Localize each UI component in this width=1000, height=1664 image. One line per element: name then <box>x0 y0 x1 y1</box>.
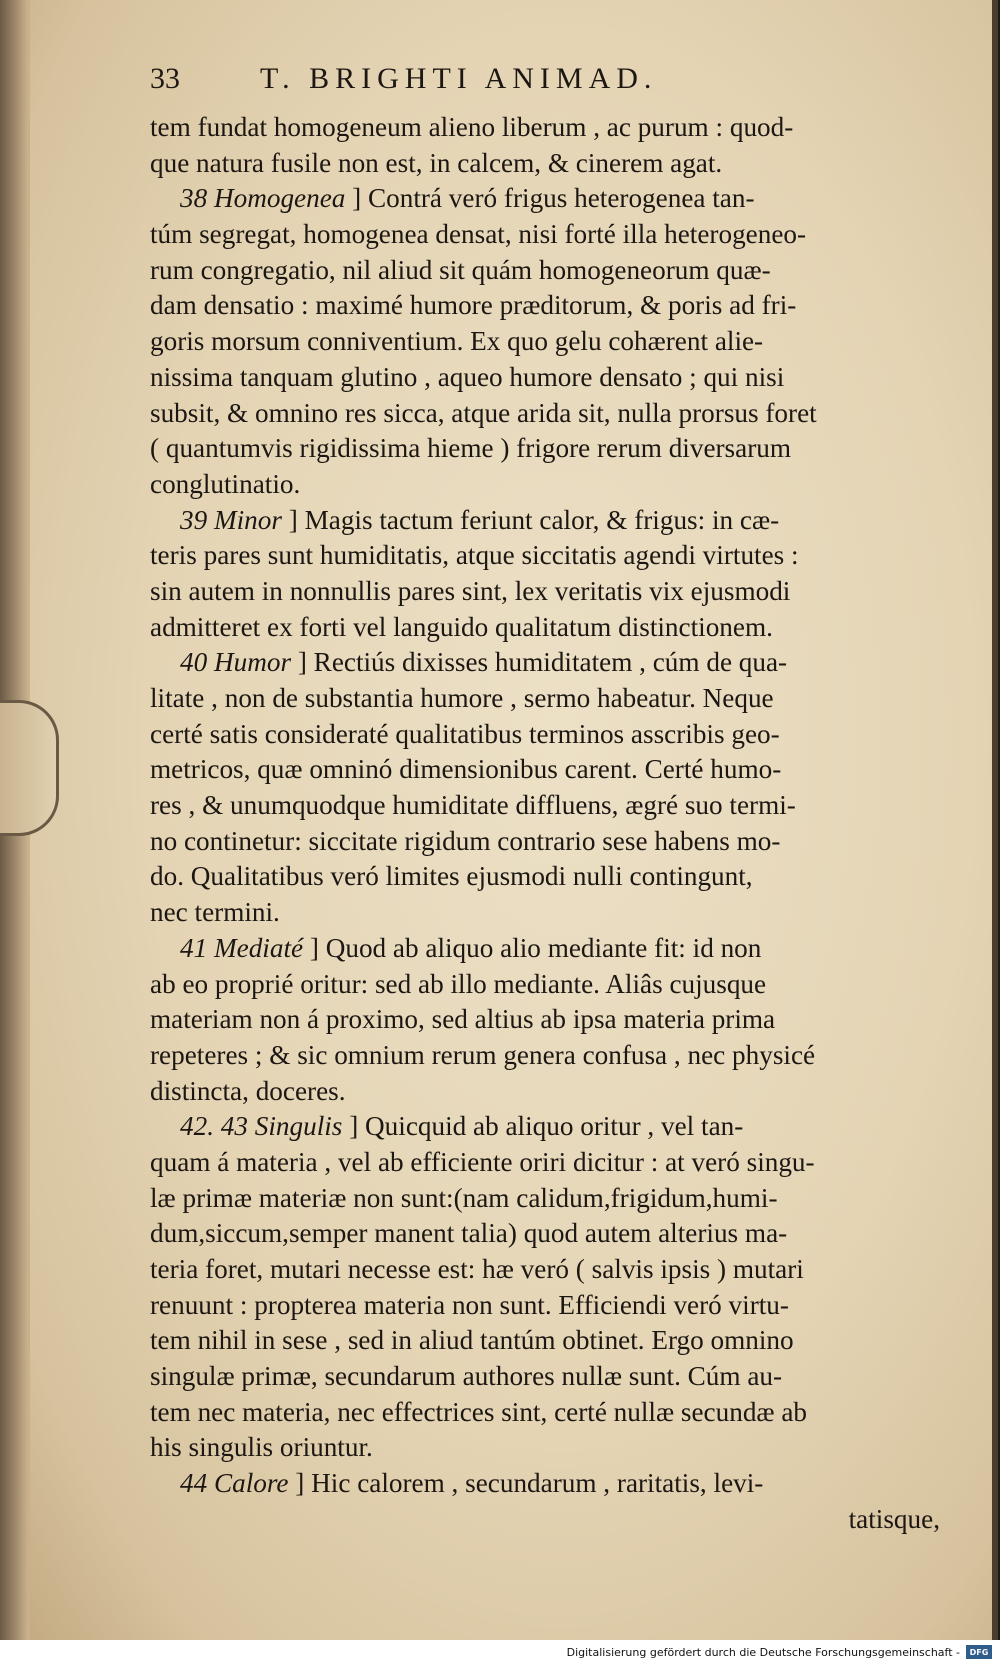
text-line <box>150 1216 960 1252</box>
text-line <box>150 859 960 895</box>
line-text: túm segregat, homogenea densat, nisi forté illa heterogeneo- <box>150 219 807 250</box>
line-text: admitteret ex forti vel languido qualitatum distinctionem. <box>150 611 773 642</box>
line-text: que natura fusile non est, in calcem, & cinerem agat. <box>150 147 723 178</box>
line-text: ] Quicquid ab aliquo oritur , vel tan- <box>349 1111 744 1142</box>
line-text: subsit, & omnino res sicca, atque arida sit, nulla prorsus foret <box>150 397 817 428</box>
line-text: res , & unumquodque humiditate diffluens, ægré suo termi- <box>150 790 796 821</box>
note-line <box>150 1109 960 1145</box>
text-block <box>150 110 960 1502</box>
book-clasp <box>0 700 59 836</box>
line-text: his singulis oriuntur. <box>150 1432 373 1463</box>
running-head: T. BRIGHTI ANIMAD. <box>260 62 658 95</box>
line-text: ( quantumvis rigidissima hieme ) frigore rerum diversarum <box>150 433 792 464</box>
text-line <box>150 538 960 574</box>
text-line <box>150 1395 960 1431</box>
note-line <box>150 931 960 967</box>
text-line <box>150 146 960 182</box>
page-number: 33 <box>150 62 180 95</box>
catchword: tatisque, <box>848 1503 940 1534</box>
line-text: ] Magis tactum feriunt calor, & frigus: in cæ- <box>288 504 780 535</box>
note-number: 39 <box>180 504 208 535</box>
note-lemma: Humor <box>213 647 292 678</box>
text-line <box>150 288 960 324</box>
line-text: dum,siccum,semper manent talia) quod autem alterius ma- <box>150 1218 788 1249</box>
note-number: 44 <box>180 1468 208 1499</box>
line-text: teris pares sunt humiditatis, atque siccitatis agendi virtutes : <box>150 540 799 571</box>
line-text: goris morsum conniventium. Ex quo gelu cohærent alie- <box>150 326 764 357</box>
text-line <box>150 431 960 467</box>
text-line <box>150 967 960 1003</box>
note-number: 42. 43 <box>180 1111 248 1142</box>
line-text: do. Qualitatibus veró limites ejusmodi nulli contingunt, <box>150 861 753 892</box>
line-text: rum congregatio, nil aliud sit quám homogeneorum quæ- <box>150 254 771 285</box>
page-header <box>150 62 960 110</box>
note-lemma: Calore <box>213 1468 289 1499</box>
text-line <box>150 1074 960 1110</box>
book-page <box>30 0 998 1640</box>
note-line <box>150 503 960 539</box>
line-text: repeteres ; & sic omnium rerum genera confusa , nec physicé <box>150 1039 816 1070</box>
note-lemma: Mediaté <box>213 932 304 963</box>
line-text: metricos, quæ omninó dimensionibus carent. Certé humo- <box>150 754 782 785</box>
line-text: distincta, doceres. <box>150 1075 346 1106</box>
text-line <box>150 610 960 646</box>
text-line <box>150 110 960 146</box>
line-text: ] Rectiús dixisses humiditatem , cúm de qua- <box>297 647 788 678</box>
text-line <box>150 788 960 824</box>
text-line <box>150 1288 960 1324</box>
line-text: no continetur: siccitate rigidum contrario sese habens mo- <box>150 825 781 856</box>
line-text: tem nec materia, nec effectrices sint, certé nullæ secundæ ab <box>150 1396 808 1427</box>
text-line <box>150 467 960 503</box>
line-text: ] Contrá veró frigus heterogenea tan- <box>352 183 755 214</box>
line-text: ] Quod ab aliquo alio mediante fit: id non <box>309 932 762 963</box>
text-line <box>150 1002 960 1038</box>
note-line <box>150 181 960 217</box>
page-content <box>150 62 960 1534</box>
text-line <box>150 253 960 289</box>
text-line <box>150 1252 960 1288</box>
note-lemma: Singulis <box>254 1111 343 1142</box>
line-text: tem nihil in sese , sed in aliud tantúm obtinet. Ergo omnino <box>150 1325 794 1356</box>
line-text: litate , non de substantia humore , sermo habeatur. Neque <box>150 683 774 713</box>
text-line <box>150 360 960 396</box>
text-line <box>150 1323 960 1359</box>
line-text: singulæ primæ, secundarum authores nullæ sunt. Cúm au- <box>150 1361 783 1392</box>
line-text: ab eo proprié oritur: sed ab illo mediante. Aliâs cujusque <box>150 968 767 999</box>
text-line <box>150 574 960 610</box>
line-text: ] Hic calorem , secundarum , raritatis, levi- <box>295 1468 764 1499</box>
line-text: tem fundat homogeneum alieno liberum , ac purum : quod- <box>150 112 794 142</box>
line-text: teria foret, mutari necesse est: hæ veró ( salvis ipsis ) mutari <box>150 1254 804 1284</box>
line-text: sin autem in nonnullis pares sint, lex veritatis vix ejusmodi <box>150 575 791 606</box>
text-line <box>150 1038 960 1074</box>
line-text: quam á materia , vel ab efficiente oriri dicitur : at veró singu- <box>150 1146 815 1177</box>
text-line <box>150 324 960 360</box>
note-lemma: Homogenea <box>213 183 346 214</box>
footer-bar <box>0 1640 1000 1664</box>
note-line <box>150 645 960 681</box>
line-text: læ primæ materiæ non sunt:(nam calidum,frigidum,humi- <box>150 1182 778 1213</box>
text-line <box>150 895 960 931</box>
line-text: renuunt : propterea materia non sunt. Efficiendi veró virtu- <box>150 1289 789 1320</box>
text-line <box>150 1181 960 1217</box>
line-text: conglutinatio. <box>150 468 301 499</box>
line-text: dam densatio : maximé humore præditorum, & poris ad fri- <box>150 290 797 321</box>
text-line <box>150 1145 960 1181</box>
note-number: 38 <box>180 183 208 214</box>
text-line <box>150 717 960 753</box>
note-lemma: Minor <box>213 504 282 535</box>
footer-credit: Digitalisierung gefördert durch die Deutsche Forschungsgemeinschaft - <box>566 1645 960 1659</box>
text-line <box>150 824 960 860</box>
note-number: 40 <box>180 647 208 678</box>
text-line <box>150 681 960 717</box>
line-text: nec termini. <box>150 897 280 928</box>
line-text: nissima tanquam glutino , aqueo humore densato ; qui nisi <box>150 361 785 392</box>
dfg-logo-icon: DFG <box>966 1645 992 1659</box>
text-line <box>150 396 960 432</box>
text-line <box>150 1430 960 1466</box>
text-line <box>150 217 960 253</box>
text-line <box>150 752 960 788</box>
line-text: materiam non á proximo, sed altius ab ipsa materia prima <box>150 1004 776 1035</box>
text-line <box>150 1359 960 1395</box>
note-number: 41 <box>180 932 208 963</box>
line-text: certé satis consideraté qualitatibus terminos asscribis geo- <box>150 718 780 749</box>
note-line <box>150 1466 960 1502</box>
